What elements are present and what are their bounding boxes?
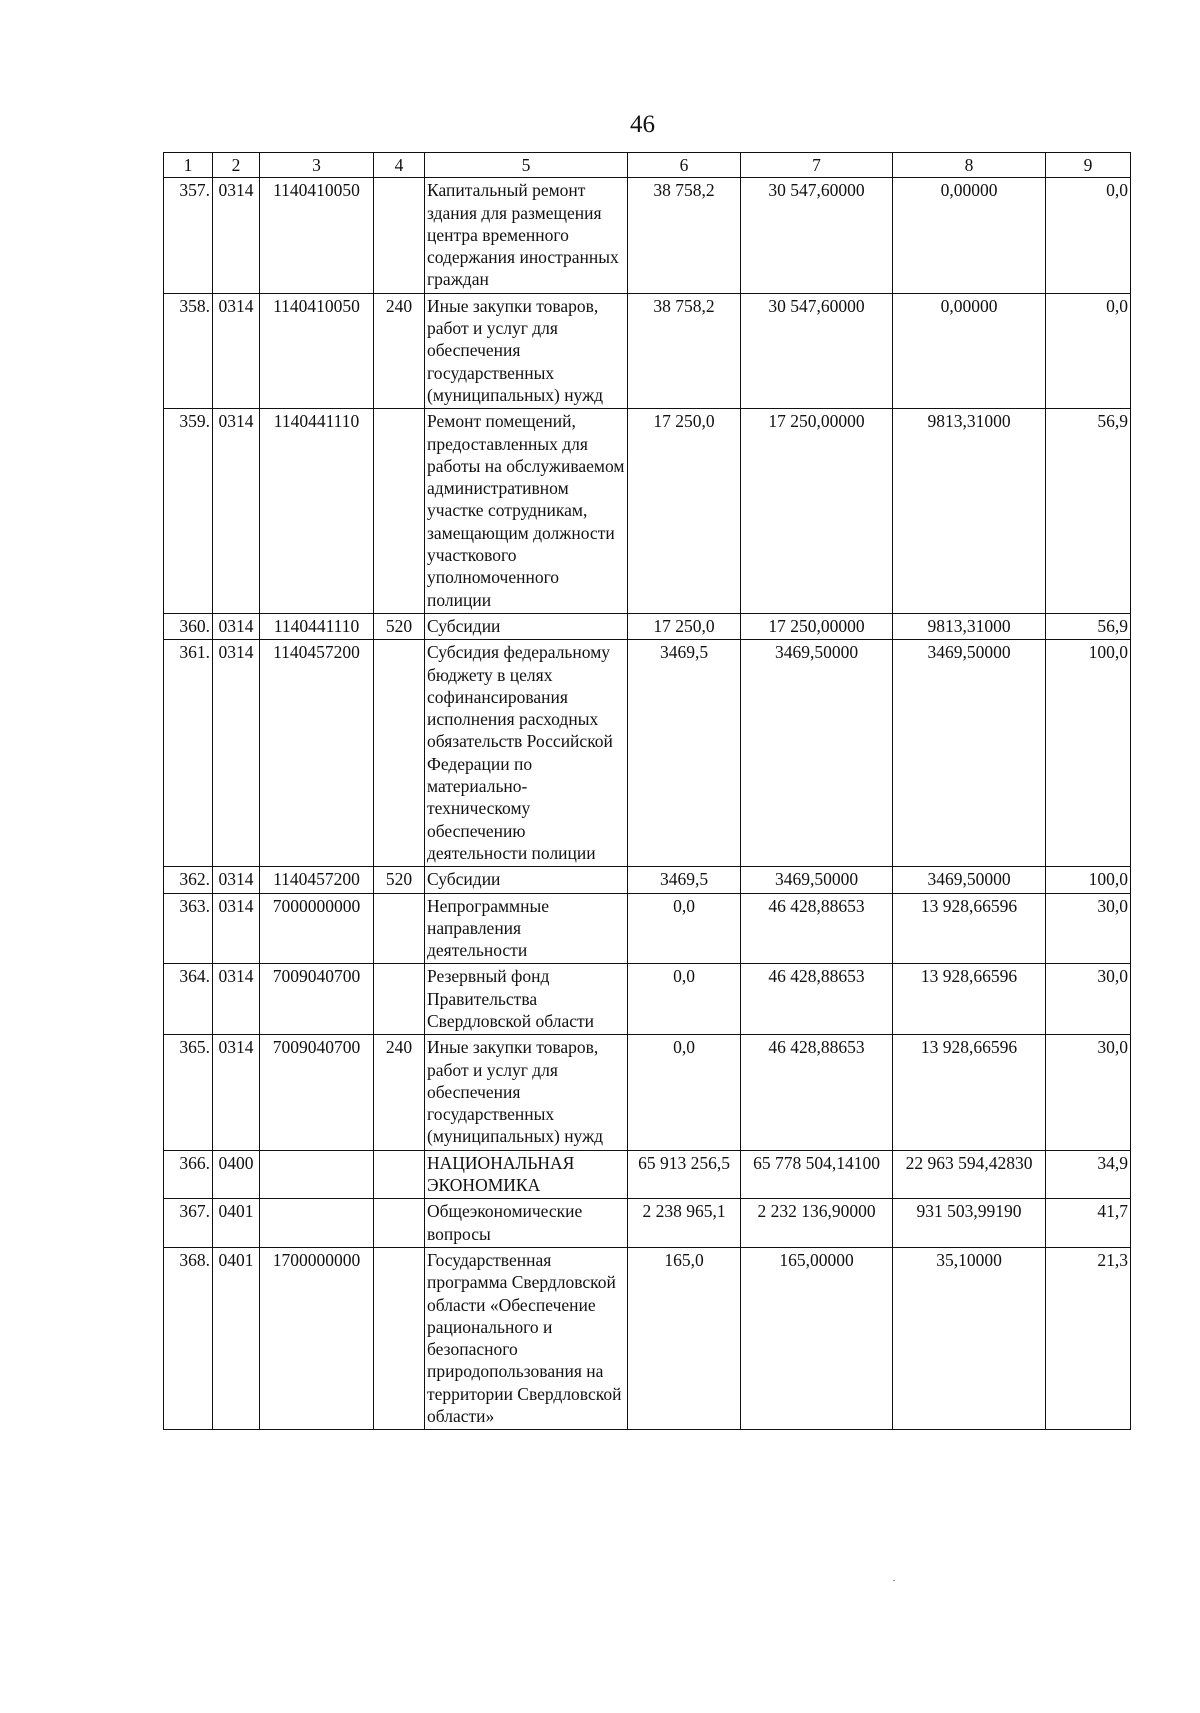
article-code-cell: 1700000000 [260, 1247, 374, 1429]
column-header: 9 [1046, 153, 1131, 178]
row-number-cell: 360. [164, 613, 213, 639]
article-code-cell: 7000000000 [260, 893, 374, 964]
article-code-cell: 1140441110 [260, 409, 374, 614]
section-code-cell: 0400 [213, 1150, 260, 1199]
item-name-cell: Иные закупки товаров, работ и услуг для обеспечения государственных (муниципальных) нужд [425, 1035, 628, 1150]
expense-type-cell: 240 [374, 293, 425, 408]
article-code-cell: 1140457200 [260, 640, 374, 867]
budget-table [163, 152, 1131, 1430]
approved-amount-cell: 3469,50000 [741, 867, 893, 893]
planned-amount-cell: 65 913 256,5 [628, 1150, 741, 1199]
execution-percent-cell: 30,0 [1046, 893, 1131, 964]
expense-type-cell [374, 1199, 425, 1248]
expense-type-cell [374, 1247, 425, 1429]
row-number-cell: 359. [164, 409, 213, 614]
article-code-cell: 1140457200 [260, 867, 374, 893]
expense-type-cell: 240 [374, 1035, 425, 1150]
item-name-cell: Субсидия федеральному бюджету в целях софинансирования исполнения расходных обязательств Российской Федерации по материально-техническому обеспечению деятельности полиции [425, 640, 628, 867]
row-number-cell: 358. [164, 293, 213, 408]
table-row [164, 1247, 1131, 1429]
row-number-cell: 365. [164, 1035, 213, 1150]
column-header: 7 [741, 153, 893, 178]
section-code-cell: 0314 [213, 640, 260, 867]
table-row [164, 1199, 1131, 1248]
approved-amount-cell: 30 547,60000 [741, 178, 893, 293]
executed-amount-cell: 9813,31000 [893, 613, 1046, 639]
expense-type-cell [374, 964, 425, 1035]
execution-percent-cell: 100,0 [1046, 867, 1131, 893]
item-name-cell: Непрограммные направления деятельности [425, 893, 628, 964]
table-row [164, 178, 1131, 293]
article-code-cell: 7009040700 [260, 1035, 374, 1150]
execution-percent-cell: 100,0 [1046, 640, 1131, 867]
planned-amount-cell: 0,0 [628, 893, 741, 964]
table-row [164, 964, 1131, 1035]
row-number-cell: 361. [164, 640, 213, 867]
table-row [164, 613, 1131, 639]
expense-type-cell [374, 893, 425, 964]
table-row [164, 640, 1131, 867]
execution-percent-cell: 0,0 [1046, 293, 1131, 408]
approved-amount-cell: 17 250,00000 [741, 613, 893, 639]
page-number: 46 [630, 111, 655, 138]
item-name-cell: Иные закупки товаров, работ и услуг для обеспечения государственных (муниципальных) нужд [425, 293, 628, 408]
approved-amount-cell: 65 778 504,14100 [741, 1150, 893, 1199]
planned-amount-cell: 17 250,0 [628, 613, 741, 639]
item-name-cell: Субсидии [425, 613, 628, 639]
row-number-cell: 363. [164, 893, 213, 964]
executed-amount-cell: 13 928,66596 [893, 964, 1046, 1035]
executed-amount-cell: 0,00000 [893, 178, 1046, 293]
expense-type-cell [374, 409, 425, 614]
planned-amount-cell: 3469,5 [628, 640, 741, 867]
column-header: 1 [164, 153, 213, 178]
execution-percent-cell: 56,9 [1046, 613, 1131, 639]
column-header: 4 [374, 153, 425, 178]
planned-amount-cell: 2 238 965,1 [628, 1199, 741, 1248]
executed-amount-cell: 3469,50000 [893, 640, 1046, 867]
table-row [164, 293, 1131, 408]
section-code-cell: 0314 [213, 1035, 260, 1150]
row-number-cell: 357. [164, 178, 213, 293]
section-code-cell: 0314 [213, 178, 260, 293]
execution-percent-cell: 34,9 [1046, 1150, 1131, 1199]
section-code-cell: 0314 [213, 964, 260, 1035]
planned-amount-cell: 3469,5 [628, 867, 741, 893]
approved-amount-cell: 46 428,88653 [741, 1035, 893, 1150]
executed-amount-cell: 3469,50000 [893, 867, 1046, 893]
planned-amount-cell: 165,0 [628, 1247, 741, 1429]
approved-amount-cell: 30 547,60000 [741, 293, 893, 408]
executed-amount-cell: 9813,31000 [893, 409, 1046, 614]
approved-amount-cell: 3469,50000 [741, 640, 893, 867]
table-body [164, 153, 1131, 1430]
execution-percent-cell: 30,0 [1046, 1035, 1131, 1150]
item-name-cell: Государственная программа Свердловской области «Обеспечение рационального и безопасного природопользования на территории Свердловской области» [425, 1247, 628, 1429]
table-row [164, 867, 1131, 893]
item-name-cell: Капитальный ремонт здания для размещения центра временного содержания иностранных граждан [425, 178, 628, 293]
approved-amount-cell: 46 428,88653 [741, 964, 893, 1035]
expense-type-cell: 520 [374, 613, 425, 639]
article-code-cell: 7009040700 [260, 964, 374, 1035]
planned-amount-cell: 38 758,2 [628, 293, 741, 408]
expense-type-cell [374, 640, 425, 867]
execution-percent-cell: 56,9 [1046, 409, 1131, 614]
item-name-cell: Субсидии [425, 867, 628, 893]
column-header: 8 [893, 153, 1046, 178]
section-code-cell: 0401 [213, 1247, 260, 1429]
approved-amount-cell: 165,00000 [741, 1247, 893, 1429]
expense-type-cell [374, 1150, 425, 1199]
planned-amount-cell: 17 250,0 [628, 409, 741, 614]
article-code-cell [260, 1199, 374, 1248]
section-code-cell: 0314 [213, 867, 260, 893]
table-row [164, 409, 1131, 614]
row-number-cell: 364. [164, 964, 213, 1035]
execution-percent-cell: 21,3 [1046, 1247, 1131, 1429]
execution-percent-cell: 0,0 [1046, 178, 1131, 293]
section-code-cell: 0314 [213, 893, 260, 964]
item-name-cell: Резервный фонд Правительства Свердловской области [425, 964, 628, 1035]
approved-amount-cell: 46 428,88653 [741, 893, 893, 964]
column-header: 2 [213, 153, 260, 178]
planned-amount-cell: 0,0 [628, 1035, 741, 1150]
row-number-cell: 366. [164, 1150, 213, 1199]
column-header: 3 [260, 153, 374, 178]
approved-amount-cell: 2 232 136,90000 [741, 1199, 893, 1248]
section-code-cell: 0401 [213, 1199, 260, 1248]
planned-amount-cell: 38 758,2 [628, 178, 741, 293]
section-code-cell: 0314 [213, 293, 260, 408]
item-name-cell: Общеэкономические вопросы [425, 1199, 628, 1248]
article-code-cell [260, 1150, 374, 1199]
article-code-cell: 1140410050 [260, 178, 374, 293]
row-number-cell: 368. [164, 1247, 213, 1429]
executed-amount-cell: 35,10000 [893, 1247, 1046, 1429]
table-row [164, 893, 1131, 964]
planned-amount-cell: 0,0 [628, 964, 741, 1035]
column-header: 6 [628, 153, 741, 178]
article-code-cell: 1140410050 [260, 293, 374, 408]
table-row [164, 1150, 1131, 1199]
execution-percent-cell: 30,0 [1046, 964, 1131, 1035]
section-code-cell: 0314 [213, 409, 260, 614]
executed-amount-cell: 13 928,66596 [893, 893, 1046, 964]
execution-percent-cell: 41,7 [1046, 1199, 1131, 1248]
item-name-cell: НАЦИОНАЛЬНАЯ ЭКОНОМИКА [425, 1150, 628, 1199]
approved-amount-cell: 17 250,00000 [741, 409, 893, 614]
executed-amount-cell: 13 928,66596 [893, 1035, 1046, 1150]
expense-type-cell [374, 178, 425, 293]
column-header: 5 [425, 153, 628, 178]
executed-amount-cell: 931 503,99190 [893, 1199, 1046, 1248]
executed-amount-cell: 22 963 594,42830 [893, 1150, 1046, 1199]
item-name-cell: Ремонт помещений, предоставленных для работы на обслуживаемом административном участке сотрудникам, замещающим должности участкового уполномоченного полиции [425, 409, 628, 614]
scan-speck [893, 1580, 895, 1581]
executed-amount-cell: 0,00000 [893, 293, 1046, 408]
header-row [164, 153, 1131, 178]
row-number-cell: 362. [164, 867, 213, 893]
article-code-cell: 1140441110 [260, 613, 374, 639]
section-code-cell: 0314 [213, 613, 260, 639]
table-row [164, 1035, 1131, 1150]
row-number-cell: 367. [164, 1199, 213, 1248]
expense-type-cell: 520 [374, 867, 425, 893]
